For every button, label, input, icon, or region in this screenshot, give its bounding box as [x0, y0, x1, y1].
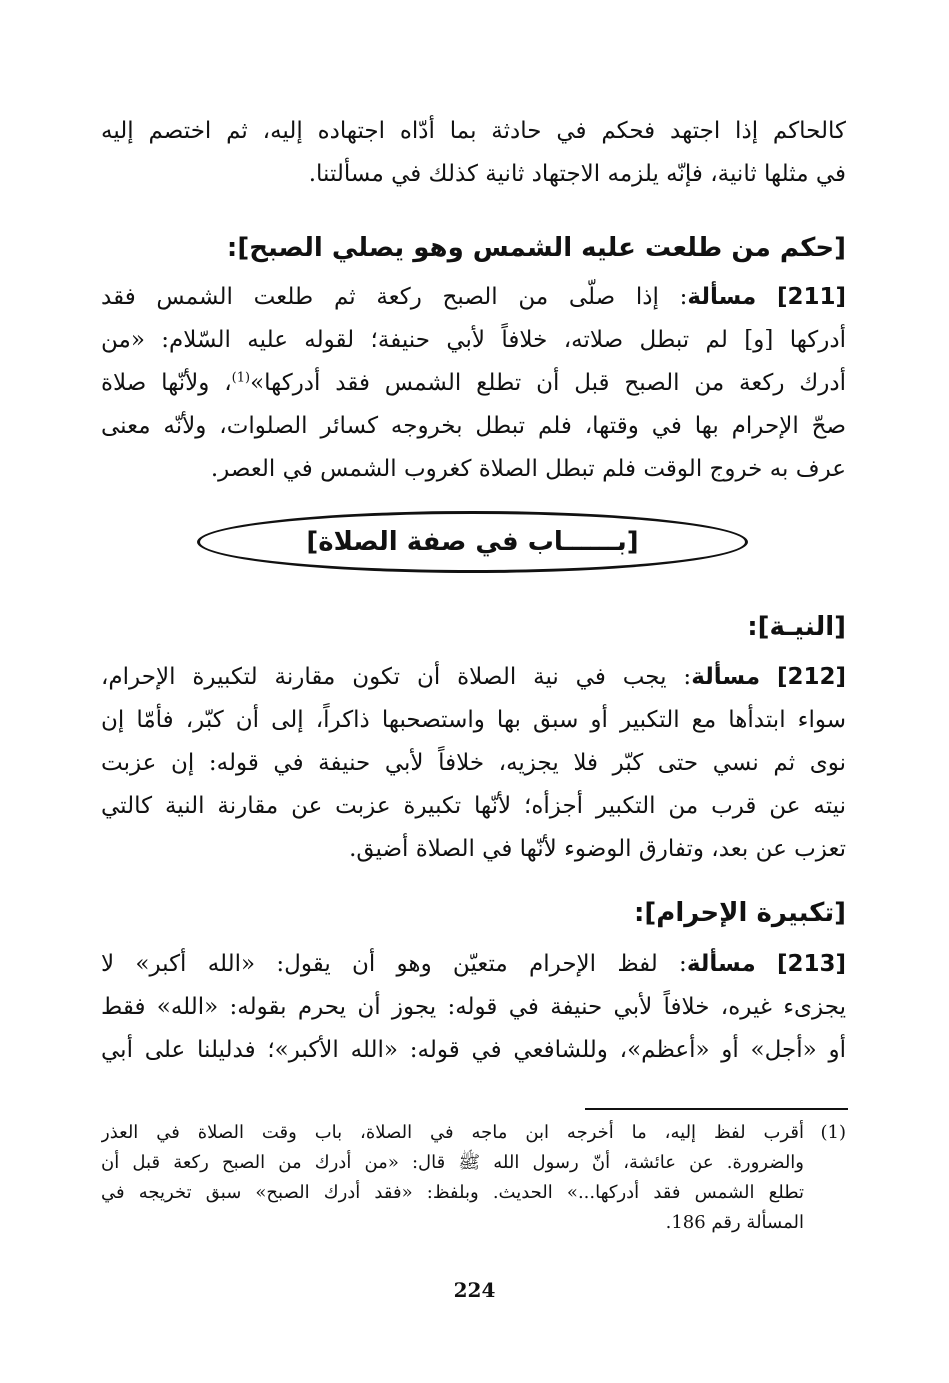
section-heading: [تكبيرة الإحرام]: — [634, 898, 846, 928]
paragraph-line: نيته عن قرب من التكبير أجزأه؛ لأنّها تكبيرة عزبت عن مقارنة النية كالتي — [101, 793, 846, 819]
footnote-line: والضرورة. عن عائشة، أنّ رسول الله ﷺ قال: «من أدرك من الصبح ركعة قبل أن — [101, 1152, 804, 1173]
paragraph-line: تعزب عن بعد، وتفارق الوضوء لأنّها في الصلاة أضيق. — [349, 836, 846, 862]
paragraph-text: ، ولأنّها صلاة — [101, 370, 232, 396]
section-heading: [حكم من طلعت عليه الشمس وهو يصلي الصبح]: — [226, 233, 846, 263]
paragraph-line: في مثلها ثانية، فإنّه يلزمه الاجتهاد ثانية كذلك في مسألتنا. — [308, 161, 846, 187]
section-heading: [النيـة]: — [747, 612, 846, 642]
issue-211-paragraph — [101, 276, 846, 491]
issue-text: : لفظ الإحرام متعيّن وهو أن يقول: «الله أكبر» لا — [101, 951, 687, 977]
footnote-separator — [585, 1108, 848, 1110]
issue-text: : يجب في نية الصلاة أن تكون مقارنة لتكبيرة الإحرام، — [101, 664, 692, 690]
issue-number: [212] — [776, 664, 846, 690]
page-number: 224 — [453, 1278, 496, 1302]
issue-label: مسألة — [686, 951, 756, 977]
issue-label: مسألة — [687, 284, 757, 310]
footnote-marker[interactable]: (1) — [231, 370, 251, 386]
paragraph-line: نوى ثم نسي حتى كبّر فلا يجزيه، خلافاً لأبي حنيفة في قوله: إن عزبت — [101, 750, 846, 776]
issue-text: : إذا صلّى من الصبح ركعة ثم طلعت الشمس فقد — [101, 284, 688, 310]
paragraph-line: صحّ الإحرام بها في وقتها، فلم تبطل بخروجه كسائر الصلوات، ولأنّه معنى — [101, 413, 846, 439]
paragraph-line — [101, 943, 846, 986]
paragraph-line: عرف به خروج الوقت فلم تبطل الصلاة كغروب الشمس في العصر. — [210, 456, 846, 482]
footnote-line: المسألة رقم 186. — [665, 1212, 804, 1233]
issue-label: مسألة — [691, 664, 761, 690]
paragraph-line: سواء ابتدأها مع التكبير أو سبق بها واستصحبها ذاكراً، إلى أن كبّر، فأمّا إن — [101, 707, 846, 733]
issue-212-paragraph — [101, 656, 846, 871]
footnote-number: (1) — [820, 1122, 846, 1143]
paragraph-line: كالحاكم إذا اجتهد فحكم في حادثة بما أدّاه اجتهاده إليه، ثم اختصم إليه — [101, 118, 846, 144]
paragraph-line — [101, 656, 846, 699]
paragraph-line: أو «أجل» أو «أعظم»، وللشافعي في قوله: «الله الأكبر»؛ فدليلنا على أبي — [101, 1037, 846, 1063]
paragraph-line: أدركها [و] لم تبطل صلاته، خلافاً لأبي حنيفة؛ لقوله عليه السّلام: «من — [101, 327, 846, 353]
paragraph-line — [101, 362, 846, 405]
footnote-text: أقرب لفظ إليه، ما أخرجه ابن ماجه في الصلاة، باب وقت الصلاة في العذر — [101, 1122, 804, 1143]
footnote-line: تطلع الشمس فقد أدركها...» الحديث. وبلفظ: «فقد أدرك الصبح» سبق تخريجه في — [101, 1182, 804, 1203]
chapter-title: [بــــــاب في صفة الصلاة] — [306, 527, 639, 557]
issue-number: [211] — [776, 284, 846, 310]
paragraph-line: يجزىء غيره، خلافاً لأبي حنيفة في قوله: يجوز أن يحرم بقوله: «الله» فقط — [101, 994, 846, 1020]
footnote-line — [101, 1118, 846, 1148]
intro-paragraph — [101, 110, 846, 196]
paragraph-line — [101, 276, 846, 319]
footnote — [101, 1118, 846, 1238]
issue-number: [213] — [776, 951, 846, 977]
issue-213-paragraph — [101, 943, 846, 1072]
hadith-text: أدرك ركعة من الصبح قبل أن تطلع الشمس فقد أدركها» — [250, 370, 846, 396]
